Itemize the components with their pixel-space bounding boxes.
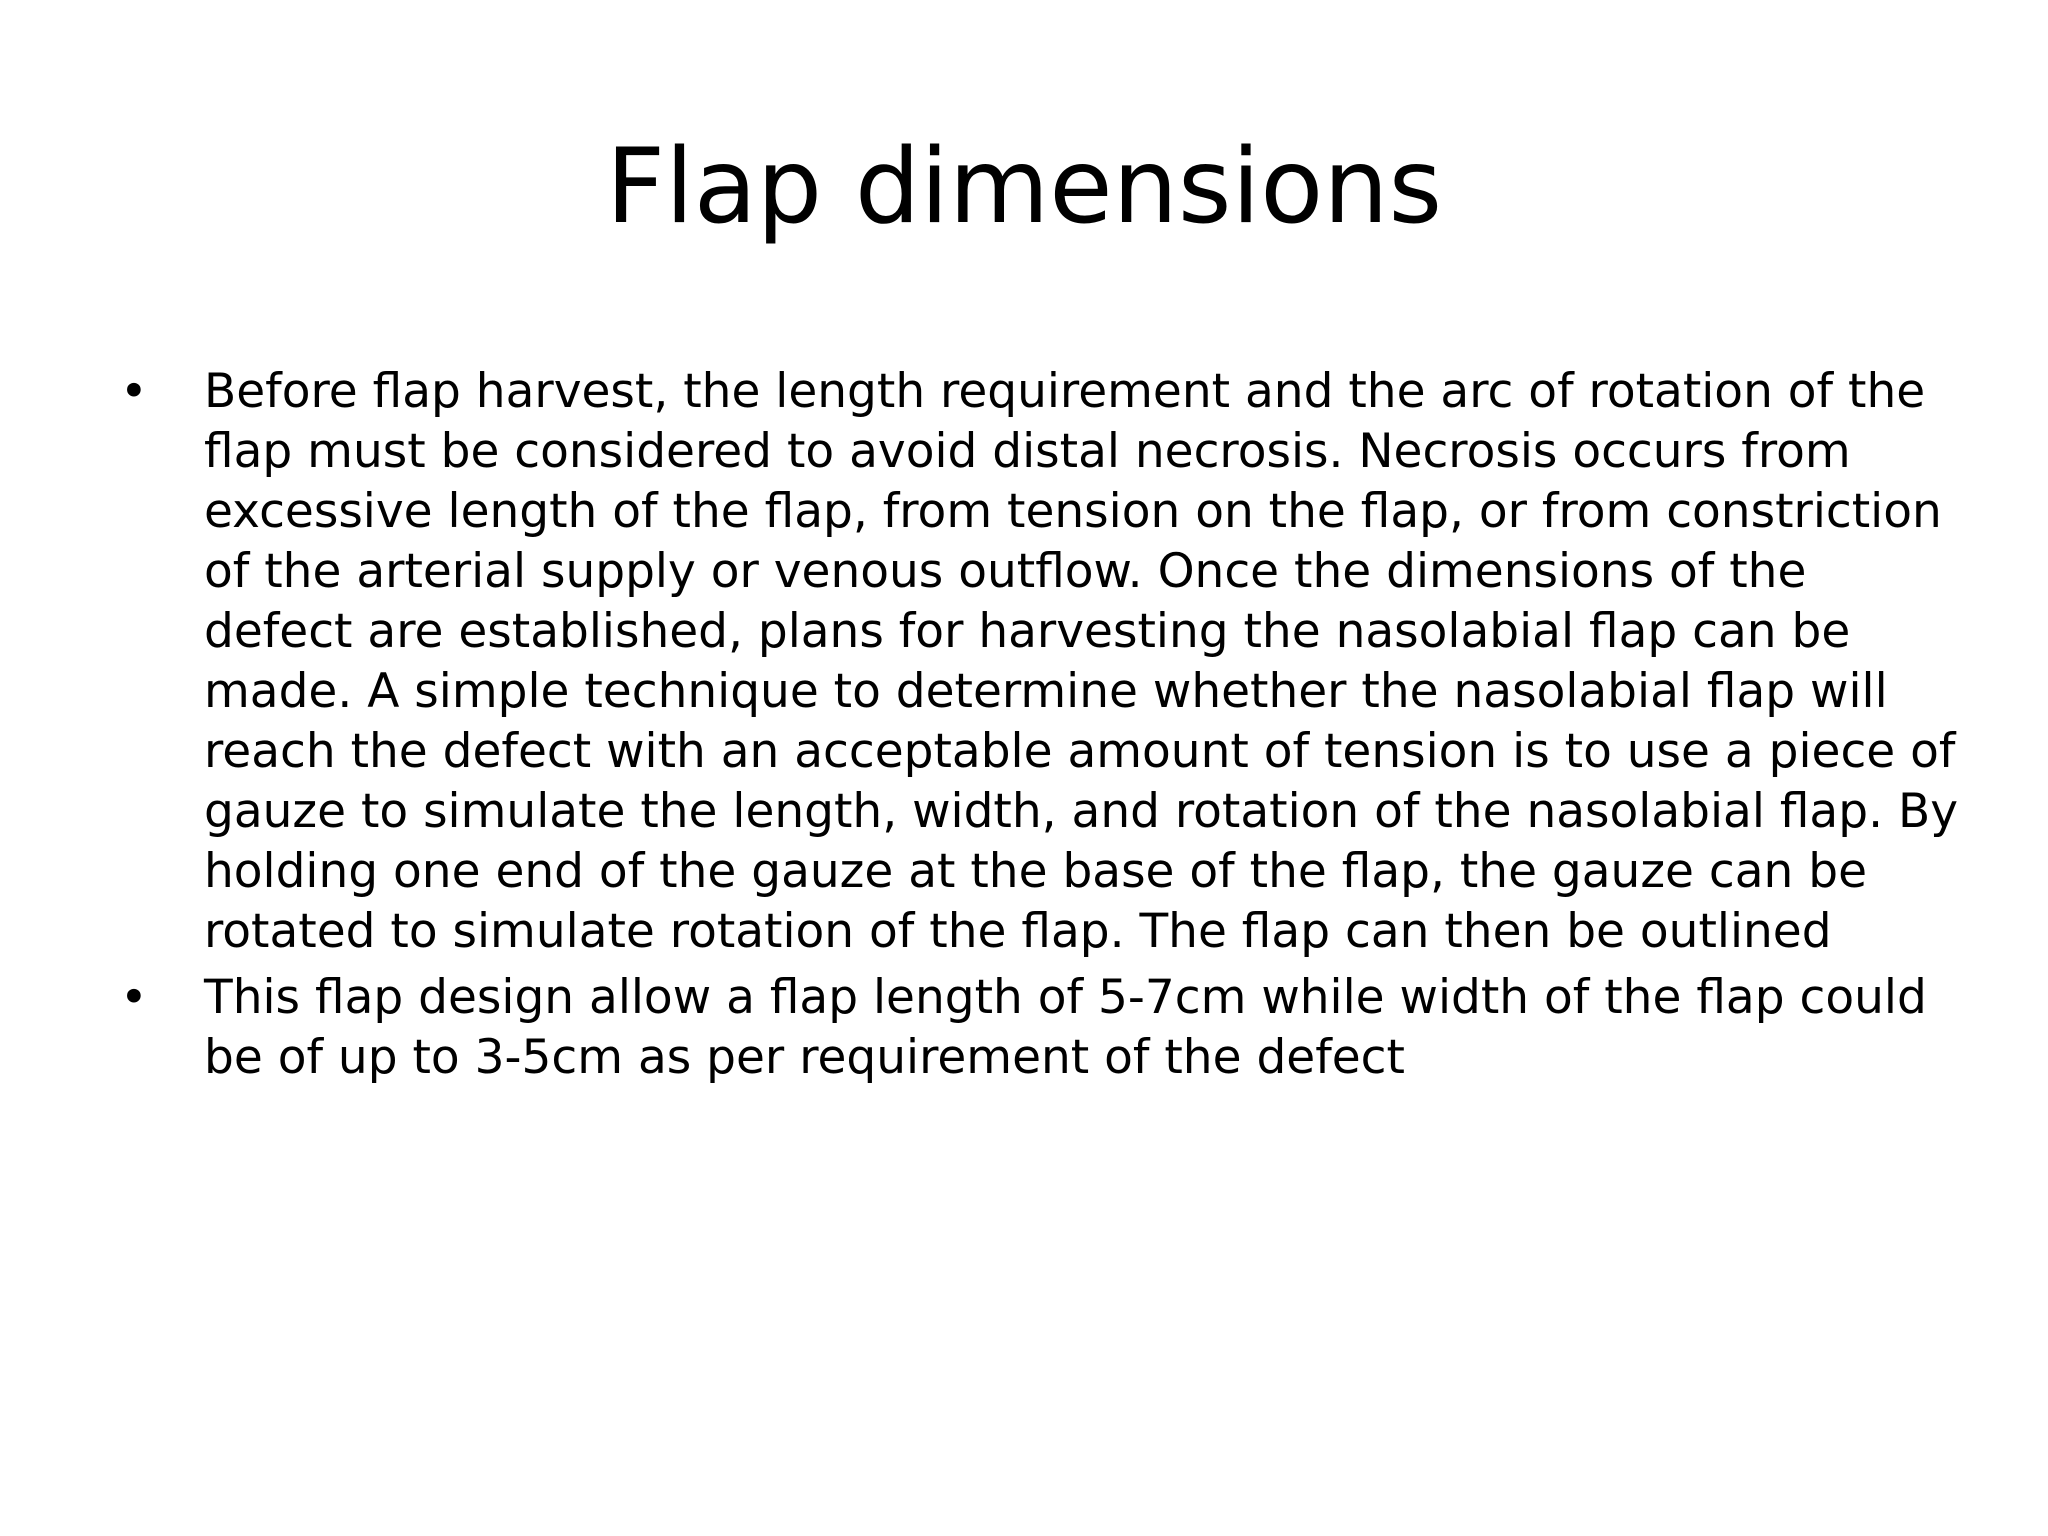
bullet-list bbox=[120, 362, 1960, 1094]
bullet-item bbox=[120, 968, 1960, 1088]
bullet-item bbox=[120, 362, 1960, 962]
bullet-marker: • bbox=[120, 970, 148, 1025]
bullet-marker: • bbox=[120, 364, 148, 419]
bullet-text: Before flap harvest, the length requirement and the arc of rotation of the flap must be considered to avoid distal necrosis. Necrosis occurs from excessive length of the flap, from tension on the flap, or from constriction of the arterial supply or venous outflow. Once the dimensions of the defect are established, plans for harvesting the nasolabial flap can be made. A simple technique to determine whether the nasolabial flap will reach the defect with an acceptable amount of tension is to use a piece of gauze to simulate the length, width, and rotation of the nasolabial flap. By holding one end of the gauze at the base of the flap, the gauze can be rotated to simulate rotation of the flap. The flap can then be outlined bbox=[204, 364, 1959, 959]
slide-title: Flap dimensions bbox=[605, 127, 1443, 247]
bullet-text: This flap design allow a flap length of 5-7cm while width of the flap could be of up to 3-5cm as per requirement of the defect bbox=[204, 970, 1927, 1085]
